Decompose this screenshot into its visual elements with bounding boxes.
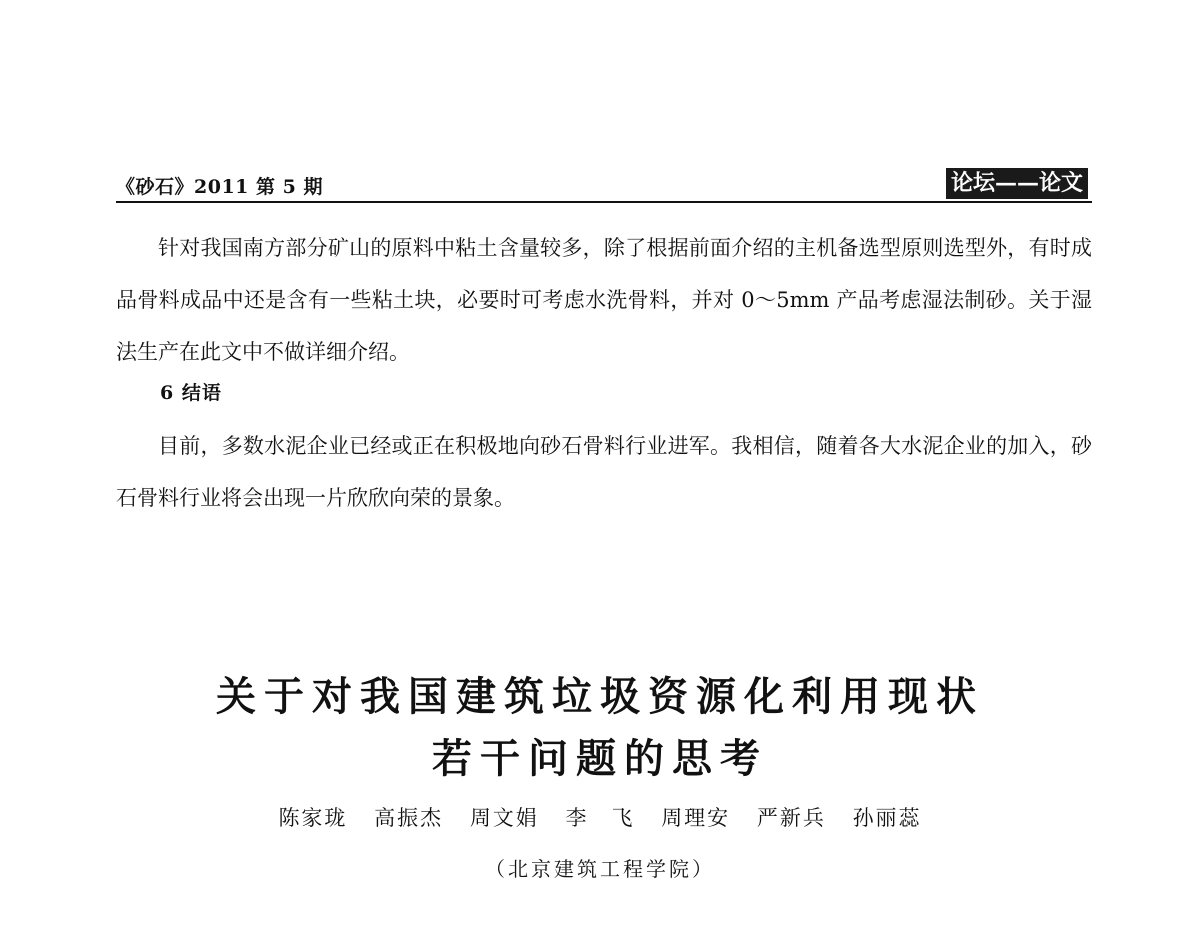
- author-name: 孙丽蕊: [852, 806, 922, 830]
- author-name: 高振杰: [374, 806, 444, 830]
- author-list: [0, 802, 1200, 832]
- body-paragraph: 针对我国南方部分矿山的原料中粘土含量较多，除了根据前面介绍的主机备选型原则选型外，有时成品骨料成品中还是含有一些粘土块，必要时可考虑水洗骨料，并对 0～5mm 产品考虑湿法制砂。关于湿法生产在此文中不做详细介绍。: [116, 236, 1092, 364]
- article-title-line-1: 关于对我国建筑垃圾资源化利用现状: [216, 673, 984, 720]
- running-head: [116, 168, 1092, 202]
- journal-issue-info: 《砂石》2011 第 5 期: [116, 176, 323, 198]
- article-title-line-2: 若干问题的思考: [432, 735, 768, 782]
- author-name: 周文娟: [469, 806, 539, 830]
- author-name: 陈家珑: [278, 806, 348, 830]
- author-name: 李 飞: [565, 806, 635, 830]
- header-rule: [116, 201, 1092, 203]
- body-paragraph: 目前，多数水泥企业已经或正在积极地向砂石骨料行业进军。我相信，随着各大水泥企业的加入，砂石骨料行业将会出现一片欣欣向荣的景象。: [116, 434, 1092, 510]
- section-tag: 论坛——论文: [946, 168, 1088, 199]
- author-affiliation: （北京建筑工程学院）: [485, 857, 715, 881]
- author-name: 严新兵: [756, 806, 826, 830]
- section-heading-conclusion: 6 结语: [160, 382, 222, 404]
- author-name: 周理安: [661, 806, 731, 830]
